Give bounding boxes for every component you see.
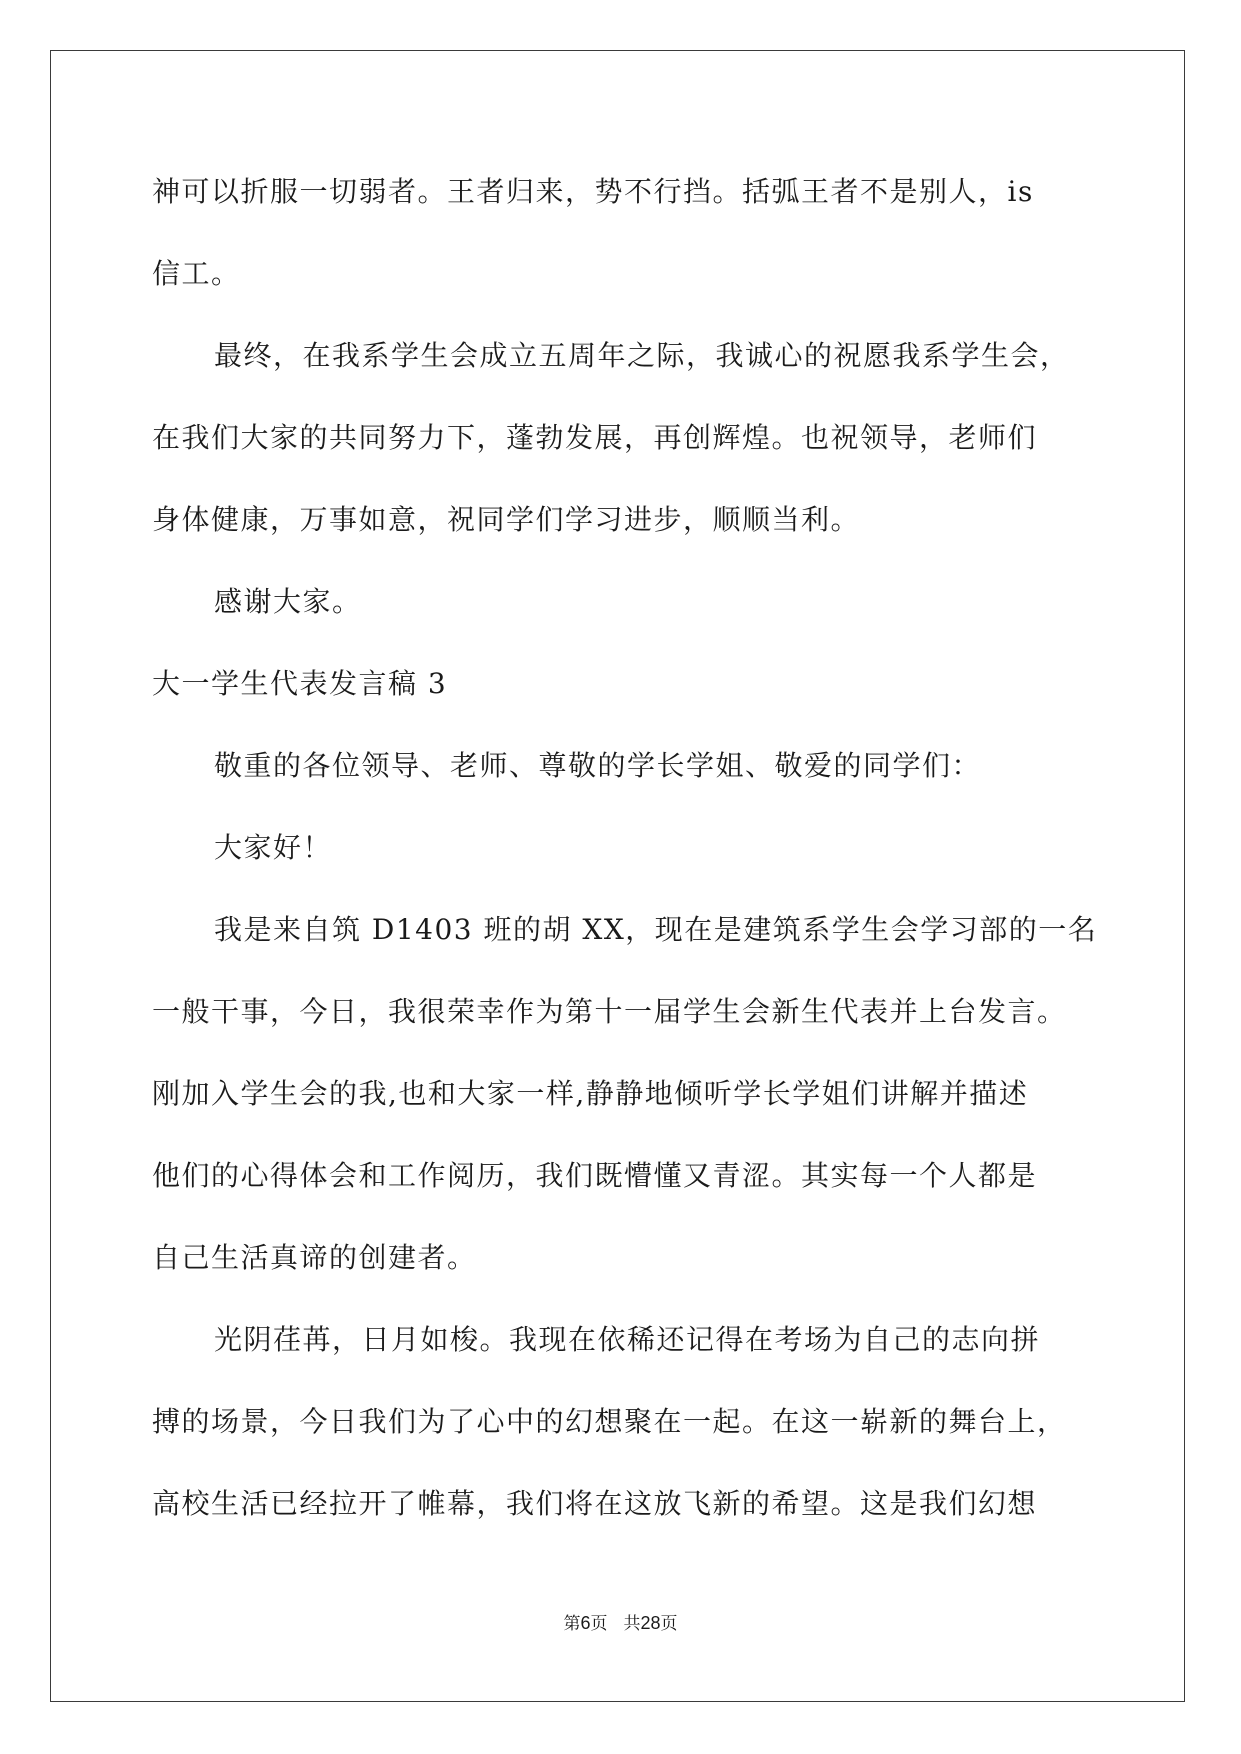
body-line-4: 在我们大家的共同努力下，蓬勃发展，再创辉煌。也祝领导，老师们 <box>152 421 1038 454</box>
total-pages: 28 <box>640 1613 661 1633</box>
body-line-16: 搏的场景，今日我们为了心中的幻想聚在一起。在这一崭新的舞台上， <box>152 1405 1067 1438</box>
page-footer <box>0 1612 1241 1635</box>
body-line-6: 感谢大家。 <box>214 585 362 618</box>
total-suffix: 页 <box>660 1614 678 1634</box>
body-line-3: 最终，在我系学生会成立五周年之际，我诚心的祝愿我系学生会， <box>214 339 1070 372</box>
body-line-14: 自己生活真谛的创建者。 <box>152 1241 477 1274</box>
body-line-11: 一般干事，今日，我很荣幸作为第十一届学生会新生代表并上台发言。 <box>152 995 1067 1028</box>
body-line-15: 光阴荏苒，日月如梭。我现在依稀还记得在考场为自己的志向拼 <box>214 1323 1041 1356</box>
page-number: 6 <box>580 1613 591 1633</box>
section-heading: 大一学生代表发言稿 3 <box>152 667 448 700</box>
body-line-17: 高校生活已经拉开了帷幕，我们将在这放飞新的希望。这是我们幻想 <box>152 1487 1038 1520</box>
body-line-8: 敬重的各位领导、老师、尊敬的学长学姐、敬爱的同学们： <box>214 749 982 782</box>
body-line-2: 信工。 <box>152 257 241 290</box>
page-suffix: 页 <box>590 1614 608 1634</box>
body-line-10: 我是来自筑 D1403 班的胡 XX，现在是建筑系学生会学习部的一名 <box>214 913 1098 946</box>
page-prefix: 第 <box>563 1614 581 1634</box>
body-line-1: 神可以折服一切弱者。王者归来，势不行挡。括弧王者不是别人，is <box>152 175 1034 208</box>
body-line-13: 他们的心得体会和工作阅历，我们既懵懂又青涩。其实每一个人都是 <box>152 1159 1038 1192</box>
body-line-9: 大家好！ <box>214 831 333 864</box>
page-frame <box>50 50 1185 1702</box>
total-prefix: 共 <box>623 1614 641 1634</box>
body-line-5: 身体健康，万事如意，祝同学们学习进步，顺顺当利。 <box>152 503 861 536</box>
body-line-12: 刚加入学生会的我,也和大家一样,静静地倾听学长学姐们讲解并描述 <box>152 1077 1029 1110</box>
